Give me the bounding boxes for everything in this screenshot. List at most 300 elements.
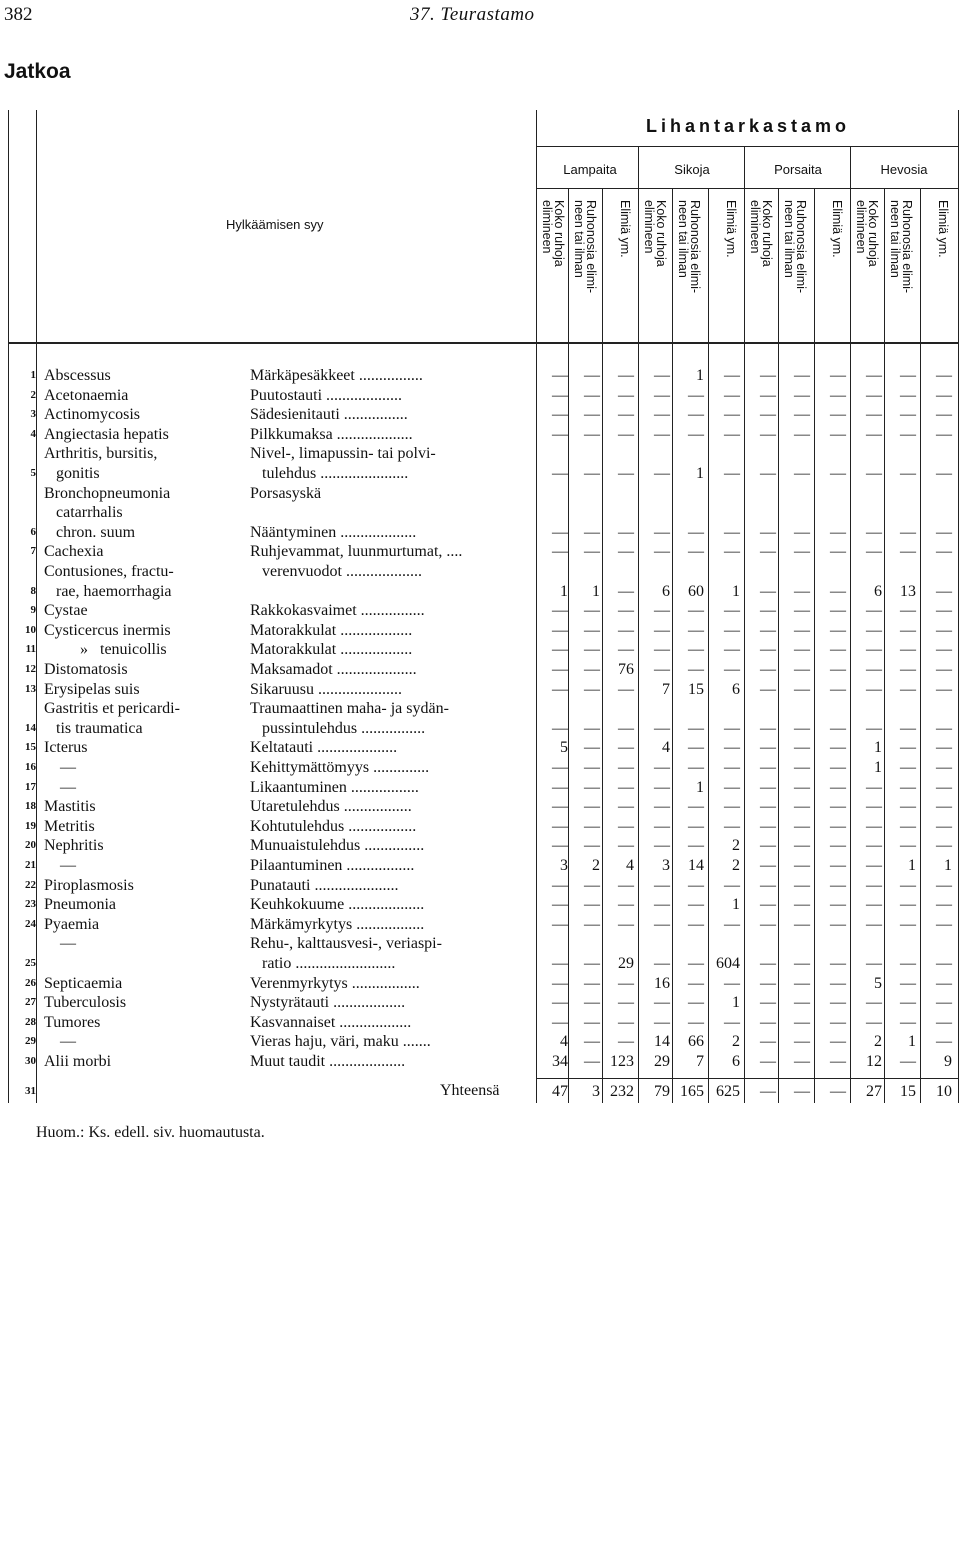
row-number: 12 (25, 663, 36, 675)
data-cell: — (900, 915, 916, 933)
total-cell: 3 (592, 1082, 600, 1100)
data-cell: 3 (662, 857, 670, 874)
data-cell: — (584, 465, 600, 482)
group-header: Lampaita (563, 162, 617, 177)
column-divider (814, 188, 815, 1103)
data-cell: — (760, 680, 776, 698)
finnish-name: Kehittymättömyys .............. (250, 759, 430, 776)
latin-name: gonitis (44, 465, 100, 482)
data-cell: — (654, 543, 670, 561)
totals-rule (536, 1078, 958, 1079)
data-cell: — (654, 386, 670, 404)
data-cell: — (866, 778, 882, 796)
data-cell: — (936, 386, 952, 404)
data-cell: 15 (688, 680, 704, 698)
data-cell: 60 (688, 582, 704, 600)
latin-name: Pneumonia (44, 896, 116, 914)
data-cell: — (688, 641, 704, 659)
data-cell: — (552, 680, 568, 698)
data-cell: — (830, 817, 846, 835)
finnish-name: Vieras haju, väri, maku ....... (250, 1033, 431, 1051)
data-cell: — (830, 837, 846, 855)
data-cell: 1 (732, 994, 740, 1012)
data-cell: — (618, 1033, 634, 1051)
data-cell: — (654, 817, 670, 835)
column-header-label: Ruhonosia elimi- neen tai ilman (676, 200, 702, 294)
data-cell: — (866, 543, 882, 561)
data-cell: — (760, 778, 776, 796)
data-cell: — (584, 621, 600, 639)
data-cell: — (830, 778, 846, 796)
data-cell: 29 (654, 1053, 670, 1070)
data-cell: — (936, 915, 952, 933)
data-cell: — (724, 778, 740, 796)
data-cell: — (830, 523, 846, 541)
data-cell: — (830, 386, 846, 404)
data-cell: 4 (560, 1033, 568, 1051)
row-number: 2 (30, 388, 36, 401)
data-cell: — (618, 915, 634, 933)
data-cell: 13 (900, 582, 916, 600)
data-cell: — (724, 406, 740, 424)
data-cell: — (654, 465, 670, 482)
data-cell: — (866, 602, 882, 620)
data-cell: — (654, 778, 670, 796)
data-cell: — (794, 1033, 810, 1051)
data-cell: — (830, 876, 846, 894)
latin-name: Metritis (44, 817, 95, 835)
row-number: 19 (25, 819, 36, 832)
column-header-label: Elimiä ym. (936, 200, 950, 258)
data-cell: — (936, 876, 952, 894)
data-cell: — (760, 974, 776, 992)
data-cell: — (584, 876, 600, 894)
data-cell: — (552, 837, 568, 855)
data-cell: 2 (732, 1033, 740, 1051)
data-cell: — (866, 994, 882, 1012)
page-number: 382 (4, 4, 33, 25)
data-cell: — (618, 465, 634, 482)
data-cell: — (936, 661, 952, 678)
data-cell: — (688, 719, 704, 737)
data-cell: — (794, 1053, 810, 1070)
data-cell: — (866, 425, 882, 443)
data-cell: — (552, 386, 568, 404)
data-cell: — (900, 896, 916, 914)
data-cell: — (760, 837, 776, 855)
reason-header: Hylkäämisen syy (226, 217, 324, 232)
column-header-label: Koko ruhoja elimineen (748, 200, 774, 267)
data-cell: 76 (618, 661, 634, 678)
group-header: Porsaita (774, 162, 822, 177)
data-cell: — (760, 719, 776, 737)
data-cell: — (830, 994, 846, 1012)
data-cell: — (552, 817, 568, 835)
data-cell: — (936, 837, 952, 855)
data-cell: — (618, 759, 634, 776)
total-cell: 47 (552, 1082, 568, 1100)
data-cell: — (618, 386, 634, 404)
data-cell: — (900, 1013, 916, 1031)
data-cell: — (618, 896, 634, 914)
data-cell: — (900, 406, 916, 424)
data-cell: 1 (874, 739, 882, 757)
data-cell: — (760, 1053, 776, 1070)
data-cell: — (794, 582, 810, 600)
data-cell: — (618, 543, 634, 561)
data-cell: — (584, 641, 600, 659)
data-cell: — (794, 543, 810, 561)
data-cell: — (794, 994, 810, 1012)
data-cell: — (794, 719, 810, 737)
data-cell: — (866, 465, 882, 482)
data-cell: — (552, 425, 568, 443)
row-number: 8 (30, 584, 36, 597)
data-cell: — (584, 425, 600, 443)
data-cell: — (724, 425, 740, 443)
data-cell: — (584, 974, 600, 992)
data-cell: — (654, 759, 670, 776)
data-cell: — (830, 719, 846, 737)
data-cell: — (760, 876, 776, 894)
data-cell: — (688, 798, 704, 816)
data-cell: — (760, 661, 776, 678)
data-cell: 3 (560, 857, 568, 874)
data-cell: — (654, 915, 670, 933)
data-cell: 123 (610, 1053, 634, 1070)
data-cell: — (584, 817, 600, 835)
data-cell: 2 (732, 837, 740, 855)
data-cell: — (794, 817, 810, 835)
finnish-name: Kasvannaiset .................. (250, 1013, 412, 1031)
finnish-name: Nystyrätauti .................. (250, 994, 406, 1012)
row-number: 9 (30, 604, 36, 617)
data-cell: — (830, 621, 846, 639)
data-cell: — (724, 386, 740, 404)
data-cell: — (584, 994, 600, 1012)
data-cell: — (866, 915, 882, 933)
data-cell: — (936, 778, 952, 796)
data-cell: — (688, 386, 704, 404)
data-cell: 1 (732, 582, 740, 600)
main-header: Lihantarkastamo (645, 116, 851, 136)
column-header (816, 200, 850, 340)
data-cell: — (900, 680, 916, 698)
latin-name: — (44, 857, 76, 874)
data-cell: — (900, 759, 916, 776)
data-cell: — (760, 739, 776, 757)
column-header-label: Elimiä ym. (724, 200, 738, 258)
data-cell: — (688, 406, 704, 424)
latin-name: Tumores (44, 1013, 101, 1031)
data-cell: — (760, 915, 776, 933)
column-header (604, 200, 638, 340)
data-cell: — (584, 661, 600, 678)
data-cell: — (724, 739, 740, 757)
data-cell: — (866, 955, 882, 972)
data-cell: — (584, 680, 600, 698)
data-cell: — (584, 1033, 600, 1051)
row-number: 1 (30, 369, 36, 381)
latin-name: — (44, 935, 76, 953)
data-cell: — (830, 1013, 846, 1031)
data-cell: — (584, 406, 600, 424)
data-cell: — (936, 817, 952, 835)
data-cell: — (688, 915, 704, 933)
group-header: Sikoja (674, 162, 710, 177)
data-cell: — (866, 621, 882, 639)
data-cell: — (830, 680, 846, 698)
data-cell: — (866, 680, 882, 698)
latin-name: rae, haemorrhagia (44, 582, 172, 600)
finnish-name: Ruhjevammat, luunmurtumat, .... (250, 543, 463, 561)
finnish-name: tulehdus ...................... (250, 465, 409, 482)
data-cell: — (760, 1013, 776, 1031)
data-cell: — (794, 465, 810, 482)
data-cell: — (688, 425, 704, 443)
data-cell: — (724, 621, 740, 639)
finnish-name: Utaretulehdus ................. (250, 798, 412, 816)
data-cell: — (618, 994, 634, 1012)
latin-name: Acetonaemia (44, 386, 129, 404)
data-cell: — (654, 641, 670, 659)
data-cell: — (724, 523, 740, 541)
data-cell: — (552, 915, 568, 933)
data-cell: — (830, 798, 846, 816)
data-cell: — (688, 837, 704, 855)
data-cell: 604 (716, 955, 740, 972)
row-number: 5 (30, 467, 36, 479)
data-cell: — (552, 955, 568, 972)
column-header (570, 200, 604, 340)
column-divider (638, 146, 639, 1103)
data-cell: — (584, 955, 600, 972)
data-cell: — (618, 680, 634, 698)
data-cell: — (794, 876, 810, 894)
column-header-label: Ruhonosia elimi- neen tai ilman (888, 200, 914, 294)
data-cell: — (584, 1053, 600, 1070)
latin-name: Cachexia (44, 543, 104, 561)
data-cell: 66 (688, 1033, 704, 1051)
data-cell: — (760, 582, 776, 600)
data-cell: — (618, 719, 634, 737)
data-cell: — (936, 1013, 952, 1031)
data-cell: — (866, 406, 882, 424)
column-header-label: Elimiä ym. (830, 200, 844, 258)
data-cell: — (794, 896, 810, 914)
data-cell: — (654, 876, 670, 894)
row-number: 30 (25, 1055, 36, 1067)
data-cell: — (794, 955, 810, 972)
data-cell: 7 (662, 680, 670, 698)
finnish-name: Märkäpesäkkeet ................ (250, 367, 423, 384)
data-cell: — (552, 974, 568, 992)
data-cell: — (900, 425, 916, 443)
data-cell: — (552, 661, 568, 678)
latin-name: Gastritis et pericardi- (44, 700, 180, 718)
data-cell: — (724, 719, 740, 737)
data-cell: — (552, 759, 568, 776)
data-cell: — (552, 406, 568, 424)
row-number: 7 (30, 545, 36, 558)
latin-name: Contusiones, fractu- (44, 563, 174, 580)
finnish-name: Keuhkokuume ................... (250, 896, 425, 914)
finnish-name: Nivel-, limapussin- tai polvi- (250, 445, 436, 463)
data-cell: — (794, 680, 810, 698)
data-cell: — (866, 896, 882, 914)
data-cell: — (552, 523, 568, 541)
data-cell: — (866, 661, 882, 678)
data-cell: — (552, 621, 568, 639)
data-cell: — (618, 582, 634, 600)
main-header-rule (536, 146, 958, 147)
column-header (538, 200, 572, 340)
total-cell: 165 (680, 1082, 704, 1100)
data-cell: — (654, 621, 670, 639)
data-cell: — (584, 386, 600, 404)
column-header (780, 200, 814, 340)
latin-name: Bronchopneumonia (44, 484, 171, 502)
data-cell: — (866, 386, 882, 404)
data-cell: — (618, 876, 634, 894)
data-cell: — (618, 817, 634, 835)
footnote: Huom.: Ks. edell. siv. huomautusta. (36, 1124, 265, 1141)
data-cell: — (724, 661, 740, 678)
data-cell: — (830, 406, 846, 424)
data-cell: — (760, 621, 776, 639)
finnish-name: Keltatauti .................... (250, 739, 398, 757)
data-cell: — (900, 661, 916, 678)
column-header (710, 200, 744, 340)
finnish-name: Matorakkulat .................. (250, 641, 413, 659)
finnish-name: Maksamadot .................... (250, 661, 417, 678)
data-cell: — (688, 955, 704, 972)
data-cell: — (688, 876, 704, 894)
data-cell: — (688, 974, 704, 992)
data-cell: — (866, 857, 882, 874)
data-cell: — (724, 602, 740, 620)
total-cell: — (794, 1082, 810, 1100)
data-cell: — (900, 543, 916, 561)
data-cell: — (724, 817, 740, 835)
data-cell: — (688, 1013, 704, 1031)
data-cell: — (584, 739, 600, 757)
data-cell: — (866, 876, 882, 894)
table-right-border (958, 110, 959, 1103)
data-cell: — (794, 602, 810, 620)
finnish-name: pussintulehdus ................ (250, 719, 426, 737)
column-header (852, 200, 886, 340)
data-cell: 2 (732, 857, 740, 874)
total-cell: 27 (866, 1082, 882, 1100)
data-cell: — (654, 837, 670, 855)
latin-name: Alii morbi (44, 1053, 112, 1070)
data-cell: 7 (696, 1053, 704, 1070)
page-header (0, 0, 960, 30)
data-cell: 1 (908, 857, 916, 874)
data-cell: — (830, 974, 846, 992)
data-cell: — (936, 680, 952, 698)
row-number: 11 (25, 643, 36, 656)
latin-name: Piroplasmosis (44, 876, 134, 894)
finnish-name: Pilaantuminen ................. (250, 857, 415, 874)
column-header-label: Ruhonosia elimi- neen tai ilman (782, 200, 808, 294)
column-header-label: Koko ruhoja elimineen (642, 200, 668, 267)
total-cell: 79 (654, 1082, 670, 1100)
header-bottom-rule (8, 342, 958, 344)
data-cell: — (900, 994, 916, 1012)
data-cell: — (584, 896, 600, 914)
data-cell: — (688, 602, 704, 620)
data-cell: — (654, 896, 670, 914)
data-cell: — (760, 523, 776, 541)
latin-name: chron. suum (44, 523, 136, 541)
data-cell: — (794, 778, 810, 796)
data-cell: — (552, 465, 568, 482)
data-cell: — (584, 1013, 600, 1031)
finnish-name: verenvuodot ................... (250, 563, 422, 580)
data-cell: 1 (696, 465, 704, 482)
data-cell: — (900, 798, 916, 816)
data-cell: — (654, 367, 670, 384)
row-number-divider (36, 110, 37, 1103)
row-number: 31 (25, 1084, 36, 1097)
row-number: 15 (25, 741, 36, 754)
data-cell: — (584, 367, 600, 384)
column-divider (850, 146, 851, 1103)
latin-name: » tenuicollis (44, 641, 167, 659)
data-cell: 1 (696, 367, 704, 384)
data-cell: — (936, 759, 952, 776)
column-header (886, 200, 920, 340)
data-cell: — (866, 817, 882, 835)
data-cell: — (618, 641, 634, 659)
latin-name: Nephritis (44, 837, 104, 855)
data-cell: — (552, 798, 568, 816)
total-cell: 232 (610, 1082, 634, 1100)
data-cell: — (760, 798, 776, 816)
column-divider (708, 188, 709, 1103)
data-cell: — (760, 386, 776, 404)
finnish-name: Likaantuminen ................. (250, 778, 419, 796)
data-cell: — (900, 386, 916, 404)
row-number: 18 (25, 800, 36, 813)
data-cell: — (936, 1033, 952, 1051)
column-header (674, 200, 708, 340)
finnish-name: Rehu-, kalttausvesi-, veriaspi- (250, 935, 442, 953)
row-number: 29 (25, 1035, 36, 1048)
column-header-label: Koko ruhoja elimineen (854, 200, 880, 267)
row-number: 3 (30, 408, 36, 421)
group-header: Hevosia (880, 162, 928, 177)
data-cell: — (830, 465, 846, 482)
data-cell: — (830, 425, 846, 443)
data-cell: — (654, 406, 670, 424)
data-cell: — (654, 425, 670, 443)
data-cell: — (794, 739, 810, 757)
data-cell: — (654, 1013, 670, 1031)
data-cell: — (866, 719, 882, 737)
row-number: 10 (25, 623, 36, 636)
latin-name: Cysticercus inermis (44, 621, 171, 639)
column-header (746, 200, 780, 340)
data-cell: — (830, 641, 846, 659)
data-cell: — (584, 602, 600, 620)
data-cell: — (724, 367, 740, 384)
data-cell: — (724, 915, 740, 933)
data-cell: — (794, 425, 810, 443)
data-cell: — (760, 857, 776, 874)
